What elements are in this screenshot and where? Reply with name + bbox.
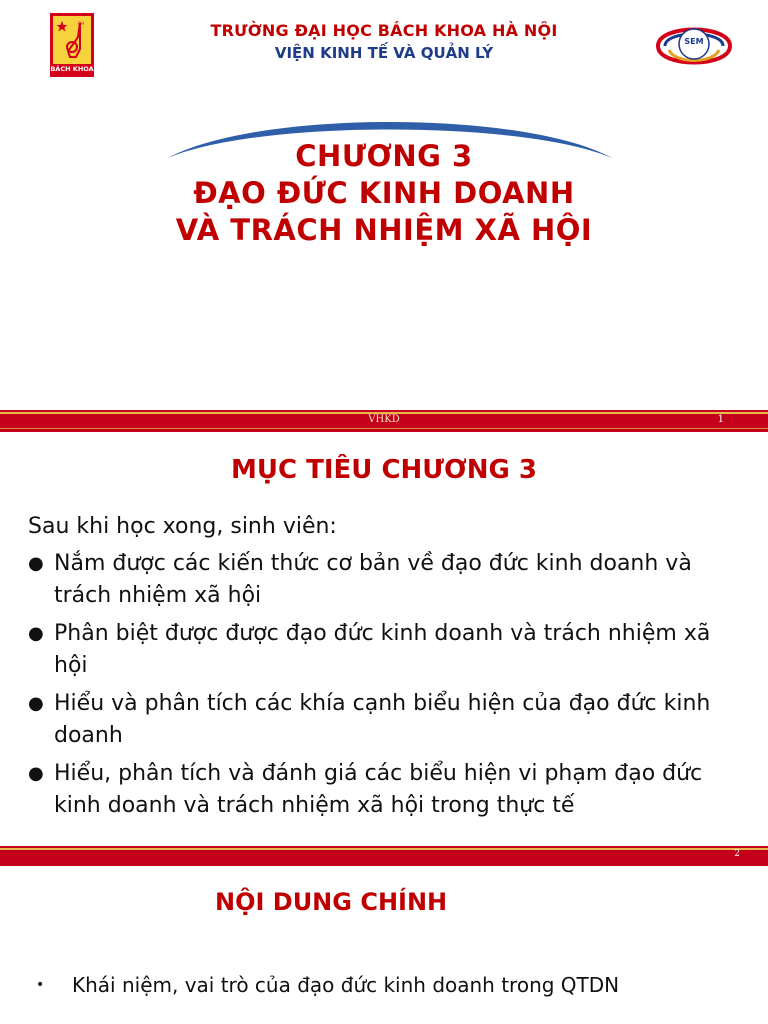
chapter-title (0, 138, 768, 249)
bullet-icon: ● (28, 623, 44, 644)
bullet-icon: ● (28, 693, 44, 714)
footer-gold-line (0, 848, 768, 850)
chapter-title-line-2: VÀ TRÁCH NHIỆM XÃ HỘI (175, 213, 593, 247)
list-item (28, 758, 748, 822)
objective-text: Phân biệt được được đạo đức kinh doanh và trách nhiệm xã hội (54, 621, 711, 678)
sem-logo (655, 16, 733, 72)
bullet-icon: • (36, 977, 45, 993)
objectives-list (28, 548, 748, 828)
slide-1 (0, 0, 768, 410)
slide-3-title: NỘI DUNG CHÍNH (215, 888, 448, 916)
footer-gold-line (0, 428, 768, 429)
slide-2-footer-bar (0, 846, 768, 866)
content-item-text: Khái niệm, vai trò của đạo đức kinh doanh trong QTDN (72, 973, 620, 997)
list-item (28, 688, 748, 752)
chapter-number: CHƯƠNG 3 (295, 139, 473, 173)
institute-name: VIỆN KINH TẾ VÀ QUẢN LÝ (274, 44, 494, 62)
objectives-intro: Sau khi học xong, sinh viên: (28, 514, 337, 539)
list-item (28, 548, 748, 612)
university-name: TRƯỜNG ĐẠI HỌC BÁCH KHOA HÀ NỘI (210, 21, 558, 40)
objective-text: Hiểu, phân tích và đánh giá các biểu hiện vi phạm đạo đức kinh doanh và trách nhiệm xã hội trong thực tế (54, 761, 703, 818)
objective-text: Nắm được các kiến thức cơ bản về đạo đức kinh doanh và trách nhiệm xã hội (54, 551, 692, 608)
logo-caption: BÁCH KHOA (50, 65, 94, 73)
chapter-title-line-1: ĐẠO ĐỨC KINH DOANH (193, 176, 575, 210)
slide-1-footer-bar (0, 410, 768, 432)
page-number: 1 (717, 414, 724, 425)
list-item (28, 618, 748, 682)
footer-label: VHKD (368, 414, 400, 425)
svg-text:ĐH: ĐH (78, 21, 85, 26)
page-number: 2 (734, 849, 740, 859)
slide-2-title: MỤC TIÊU CHƯƠNG 3 (231, 455, 537, 485)
bullet-icon: ● (28, 763, 44, 784)
sem-logo-text: SEM (684, 37, 704, 46)
bullet-icon: ● (28, 553, 44, 574)
objective-text: Hiểu và phân tích các khía cạnh biểu hiện của đạo đức kinh doanh (54, 691, 711, 748)
